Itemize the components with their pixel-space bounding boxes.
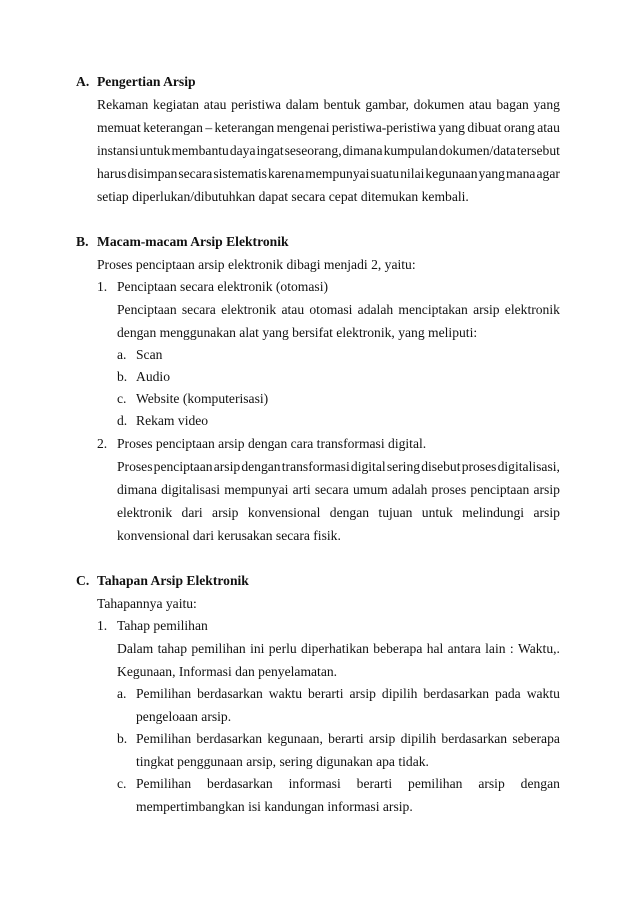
word: sistematis <box>213 166 267 181</box>
sublist-item: Scan <box>136 347 163 362</box>
word: dalam <box>285 97 319 112</box>
sublist-marker: a. <box>117 686 127 701</box>
word: Proses <box>117 459 153 474</box>
section-a-line <box>97 143 560 159</box>
word: informasi <box>288 776 341 791</box>
list-item-line <box>117 482 560 498</box>
word: arsip <box>212 505 239 520</box>
word: Waktu,. <box>517 641 560 656</box>
word: berdasarkan <box>207 776 273 791</box>
sublist-marker: a. <box>117 347 127 362</box>
sublist-item-line: mempertimbangkan isi kandungan informasi arsip. <box>136 799 413 814</box>
section-a-heading: Pengertian Arsip <box>97 74 196 89</box>
word: mengenai <box>276 120 330 135</box>
word: dipilih <box>381 686 418 701</box>
sublist-item: Rekam video <box>136 413 209 428</box>
word: ingat <box>256 143 284 158</box>
word: elektronik <box>221 302 277 317</box>
word: umum <box>352 482 388 497</box>
word: digital <box>350 459 386 474</box>
list-item-line: konvensional dari kerusakan secara fisik. <box>117 528 341 543</box>
word: seseorang, <box>284 143 342 158</box>
word: adalah <box>357 302 394 317</box>
word: dengan <box>520 776 560 791</box>
list-item-line <box>117 459 560 475</box>
word: arsip <box>349 686 376 701</box>
word: Dalam <box>117 641 154 656</box>
word: dokumen/data <box>438 143 516 158</box>
word: berarti <box>328 731 364 746</box>
word: tersebut <box>516 143 560 158</box>
word: dokumen <box>413 97 465 112</box>
word: arsip <box>533 482 560 497</box>
sublist-item: Audio <box>136 369 170 384</box>
word: penciptaan <box>153 459 213 474</box>
word: ini <box>250 641 265 656</box>
word: dimana <box>342 143 383 158</box>
list-marker: 1. <box>97 279 108 294</box>
word: daya <box>229 143 256 158</box>
word: dipilih <box>400 731 437 746</box>
section-c-intro: Tahapannya yaitu: <box>97 596 197 611</box>
word: nilai <box>400 166 425 181</box>
word: secara <box>181 302 216 317</box>
word: antara <box>447 641 481 656</box>
word: harus <box>97 166 127 181</box>
sublist-marker: c. <box>117 776 127 791</box>
word: Pemilihan <box>136 776 192 791</box>
word: membantu <box>171 143 229 158</box>
word: Pemilihan <box>136 731 192 746</box>
word: peristiwa-peristiwa <box>331 120 437 135</box>
word: digitalisasi <box>161 482 221 497</box>
word: kumpulan <box>383 143 438 158</box>
word: lain <box>485 641 506 656</box>
word: berdasarkan <box>196 731 263 746</box>
section-b-intro: Proses penciptaan arsip elektronik dibagi menjadi 2, yaitu: <box>97 257 416 272</box>
word: digitalisasi, <box>497 459 560 474</box>
word: atau <box>537 120 560 135</box>
word: arsip <box>533 505 560 520</box>
word: yang <box>533 97 560 112</box>
word: suatu <box>370 166 400 181</box>
word: mana <box>506 166 536 181</box>
list-item-title: Penciptaan secara elektronik (otomasi) <box>117 279 328 294</box>
word: hal <box>426 641 444 656</box>
word: otomasi <box>309 302 353 317</box>
word: perlu <box>268 641 297 656</box>
word: berarti <box>356 776 393 791</box>
sublist-marker: b. <box>117 731 128 746</box>
word: konvensional <box>247 505 321 520</box>
word: atau <box>203 97 227 112</box>
section-a-line <box>97 166 560 182</box>
word: melindungi <box>462 505 525 520</box>
word: dibuat <box>467 120 502 135</box>
word: pada <box>495 686 521 701</box>
section-a-marker: A. <box>76 74 90 89</box>
list-item-line <box>117 641 560 657</box>
list-item-line: dengan menggunakan alat yang bersifat elektronik, yang meliputi: <box>117 325 478 340</box>
word: dengan <box>241 459 281 474</box>
word: orang <box>503 120 535 135</box>
word: adalah <box>391 482 428 497</box>
word: pemilihan <box>408 776 463 791</box>
word: untuk <box>421 505 453 520</box>
word: Penciptaan <box>117 302 177 317</box>
section-b-heading: Macam-macam Arsip Elektronik <box>97 234 289 249</box>
list-item-line <box>117 505 560 521</box>
word: arsip <box>473 302 500 317</box>
word: instansi <box>97 143 139 158</box>
word: disebut <box>421 459 461 474</box>
word: atau <box>468 97 492 112</box>
word: transformasi <box>281 459 350 474</box>
word: agar <box>536 166 560 181</box>
sublist-item-line: tingkat penggunaan arsip, sering digunakan apa tidak. <box>136 754 429 769</box>
word: keterangan <box>143 120 203 135</box>
word: dari <box>181 505 203 520</box>
word: gambar, <box>365 97 409 112</box>
section-a-line: setiap diperlukan/dibutuhkan dapat secara cepat ditemukan kembali. <box>97 189 469 204</box>
sublist-item-line: pengeloaan arsip. <box>136 709 232 724</box>
word: beberapa <box>373 641 423 656</box>
word: memuat <box>97 120 141 135</box>
word: berdasarkan <box>441 731 508 746</box>
word: – <box>205 120 213 135</box>
word: tujuan <box>378 505 413 520</box>
word: peristiwa <box>231 97 281 112</box>
word: elektronik <box>504 302 560 317</box>
word: kegunaan <box>425 166 478 181</box>
section-b-marker: B. <box>76 234 89 249</box>
word: bentuk <box>323 97 361 112</box>
word: penciptaan <box>470 482 530 497</box>
section-c-marker: C. <box>76 573 90 588</box>
list-item-line <box>117 302 560 318</box>
word: arsip <box>368 731 396 746</box>
sublist-item-line <box>136 686 560 702</box>
sublist-marker: b. <box>117 369 128 384</box>
word: sering <box>386 459 421 474</box>
word: pemilihan <box>191 641 246 656</box>
word: tahap <box>157 641 188 656</box>
word: kegiatan <box>153 97 200 112</box>
word: proses <box>431 482 467 497</box>
word: yang <box>478 166 505 181</box>
word: keterangan <box>214 120 275 135</box>
list-marker: 1. <box>97 618 108 633</box>
word: secara <box>314 482 349 497</box>
word: untuk <box>139 143 171 158</box>
list-item-line: Kegunaan, Informasi dan penyelamatan. <box>117 664 338 679</box>
word: elektronik <box>117 505 173 520</box>
word: arsip <box>478 776 505 791</box>
sublist-item-line <box>136 731 560 747</box>
word: diperhatikan <box>301 641 369 656</box>
sublist-marker: c. <box>117 391 127 406</box>
word: Rekaman <box>97 97 149 112</box>
list-item-title: Tahap pemilihan <box>117 618 208 633</box>
word: proses <box>461 459 497 474</box>
section-c-heading: Tahapan Arsip Elektronik <box>97 573 249 588</box>
list-marker: 2. <box>97 436 108 451</box>
word: waktu <box>268 686 303 701</box>
word: dengan <box>329 505 370 520</box>
word: arsip <box>213 459 241 474</box>
word: mempunyai <box>305 166 370 181</box>
list-item-title: Proses penciptaan arsip dengan cara transformasi digital. <box>117 436 427 451</box>
sublist-item: Website (komputerisasi) <box>136 391 269 406</box>
word: disimpan <box>127 166 178 181</box>
section-a-line <box>97 97 560 113</box>
word: seberapa <box>512 731 560 746</box>
sublist-marker: d. <box>117 413 128 428</box>
word: berarti <box>308 686 344 701</box>
word: bagan <box>496 97 529 112</box>
word: waktu <box>526 686 560 701</box>
word: dimana <box>117 482 158 497</box>
word: atau <box>281 302 305 317</box>
word: : <box>509 641 514 656</box>
word: mempunyai <box>224 482 289 497</box>
word: Pemilihan <box>136 686 192 701</box>
word: berdasarkan <box>423 686 490 701</box>
word: kegunaan, <box>267 731 323 746</box>
word: arti <box>292 482 311 497</box>
word: karena <box>268 166 305 181</box>
word: secara <box>178 166 213 181</box>
word: berdasarkan <box>197 686 263 701</box>
sublist-item-line <box>136 776 560 792</box>
word: menciptakan <box>398 302 468 317</box>
section-a-line <box>97 120 560 136</box>
word: yang <box>438 120 465 135</box>
